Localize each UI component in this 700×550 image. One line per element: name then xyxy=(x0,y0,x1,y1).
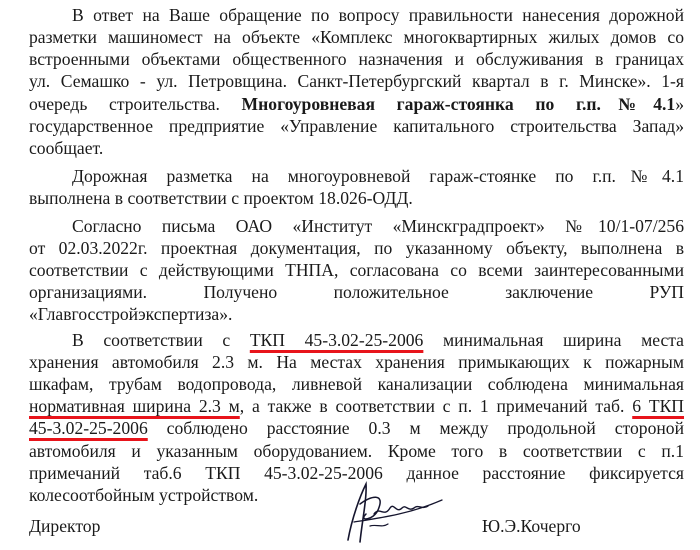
text-segment: от 02.03.2022г. проектная документация, по указанному объекту, выполнена в xyxy=(29,238,684,258)
text-line xyxy=(29,188,684,208)
text-segment: сообщает. xyxy=(29,138,104,158)
text-segment: встроенными объектами общественного назначения и обслуживания в границах xyxy=(29,49,684,69)
text-line xyxy=(72,166,684,186)
text-segment: » xyxy=(675,94,684,114)
underlined-reference: ТКП 45-3.02-25-2006 xyxy=(249,330,424,350)
text-line xyxy=(29,282,684,302)
text-line xyxy=(29,71,684,91)
text-segment: очередь строительства. xyxy=(29,94,242,114)
text-segment: В соответствии с xyxy=(72,330,250,350)
text-segment: государственное предприятие «Управление капитального строительства Запад» xyxy=(29,116,684,136)
text-segment: , а также в соответствии с п. 1 примечаний таб. xyxy=(239,396,633,416)
underlined-reference: 45-3.02-25-2006 xyxy=(29,418,148,438)
bold-text: Многоуровневая гараж-стоянка по г.п.№4.1 xyxy=(241,94,676,114)
underlined-reference: нормативная ширина 2.3 м xyxy=(29,396,240,416)
text-line xyxy=(29,49,684,69)
text-line xyxy=(29,304,684,324)
text-segment: разметки машиномест на объекте «Комплекс многоквартирных жилых домов со xyxy=(29,27,684,47)
text-segment: соответствии с действующими ТНПА, согласована со всеми заинтересованными xyxy=(29,260,684,280)
text-segment: «Главгосстройэкспертиза». xyxy=(29,304,233,324)
text-segment: колесоотбойным устройством. xyxy=(29,485,259,505)
text-line xyxy=(29,396,684,416)
text-line xyxy=(29,260,684,280)
signatory-position: Директор xyxy=(29,516,101,536)
text-segment: выполнена в соответствии с проектом 18.026-ОДД. xyxy=(29,188,413,208)
text-segment: шкафам, трубам водопровода, ливневой канализации соблюдена минимальная xyxy=(29,374,684,394)
signatory-name: Ю.Э.Кочерго xyxy=(482,516,581,536)
text-segment: соблюдено расстояние 0.3 м между продольной стороной xyxy=(147,418,684,438)
text-segment: В ответ на Ваше обращение по вопросу правильности нанесения дорожной xyxy=(72,5,684,25)
text-line xyxy=(29,418,684,438)
text-line xyxy=(29,238,684,258)
text-line xyxy=(72,5,684,25)
text-segment: автомобиля и указанным оборудованием. Кроме того в соответствии с п.1 xyxy=(29,441,684,461)
text-segment: Дорожная разметка на многоуровневой гараж-стоянке по г.п.№4.1 xyxy=(72,166,684,186)
underlined-reference: 6 ТКП xyxy=(632,396,685,416)
text-segment: ул. Семашко - ул. Петровщина. Санкт-Петербургский квартал в г. Минске». 1-я xyxy=(29,71,684,91)
text-line xyxy=(29,374,684,394)
text-segment: Согласно письма ОАО «Институт «Минскградпроект» №10/1-07/256 xyxy=(72,216,684,236)
text-segment: организациями. Получено положительное заключение РУП xyxy=(29,282,684,302)
text-line xyxy=(29,138,684,158)
text-segment: хранения автомобиля 2.3 м. На местах хранения примыкающих к пожарным xyxy=(29,352,684,372)
text-segment: примечаний таб.6 ТКП 45-3.02-25-2006 данное расстояние фиксируется xyxy=(29,463,684,483)
text-line xyxy=(29,441,684,461)
text-line xyxy=(29,27,684,47)
text-line xyxy=(29,352,684,372)
text-segment: минимальная ширина места xyxy=(423,330,684,350)
handwritten-signature xyxy=(330,478,450,550)
text-line xyxy=(29,116,684,136)
text-line xyxy=(72,330,684,350)
text-line xyxy=(72,216,684,236)
text-line xyxy=(29,94,684,114)
